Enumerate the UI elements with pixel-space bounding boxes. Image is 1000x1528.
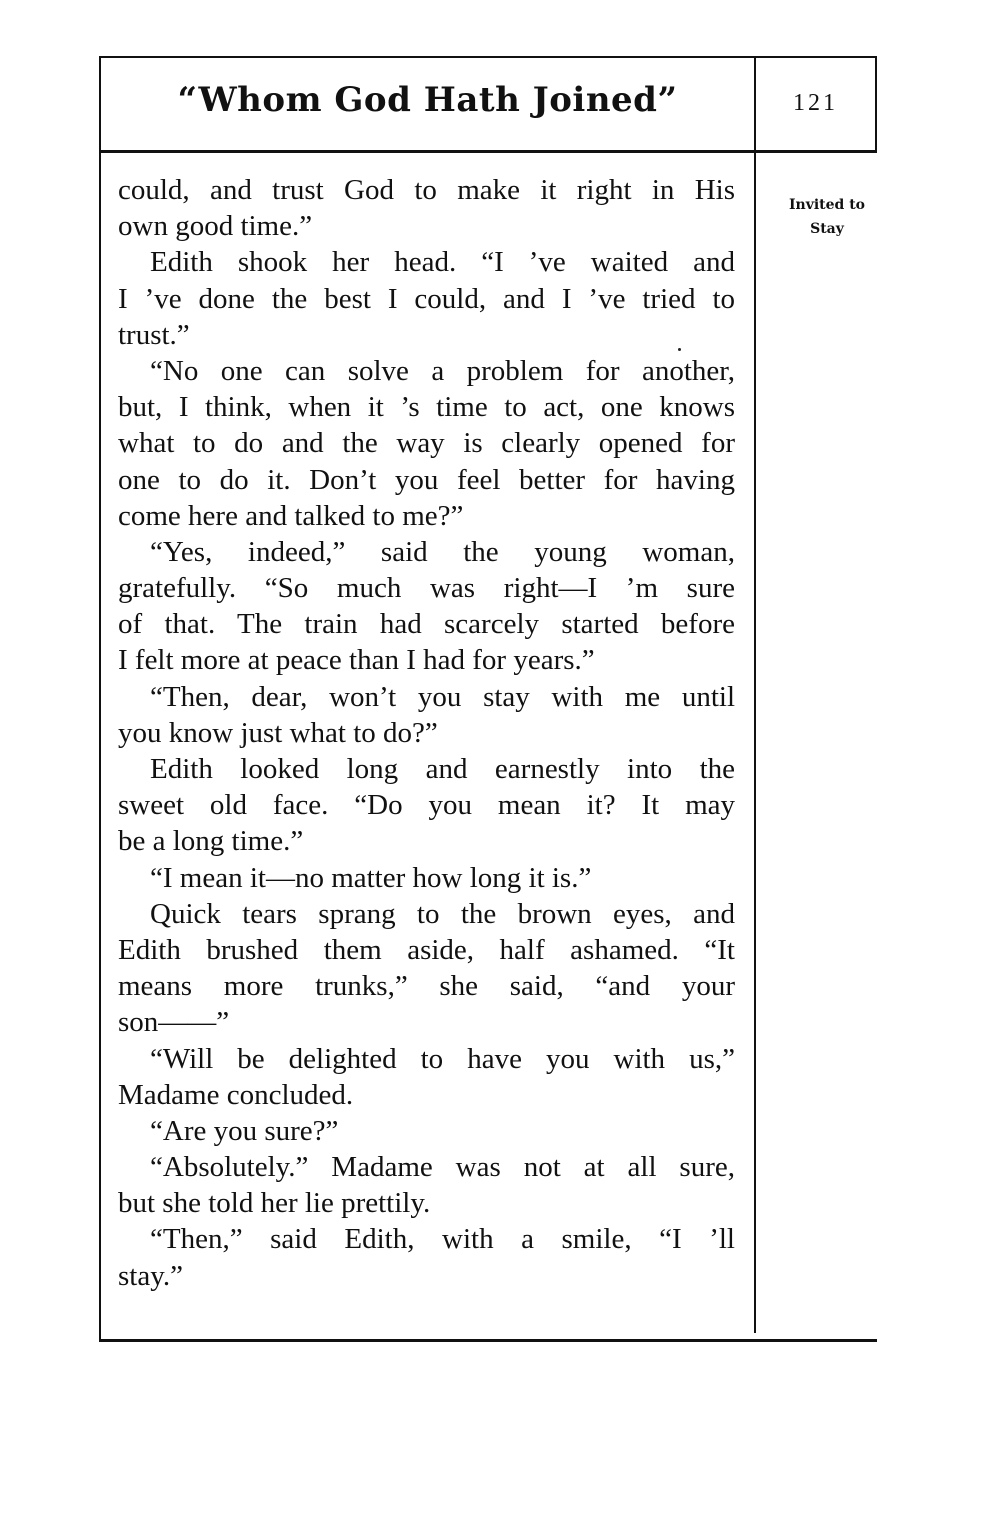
header-rule xyxy=(99,150,877,153)
text-line: “Will be delighted to have you with us,” xyxy=(150,1042,735,1075)
bottom-rule xyxy=(101,1339,877,1342)
text-line: of that. The train had scarcely started before xyxy=(118,608,735,641)
text-line: Madame concluded. xyxy=(118,1078,354,1111)
text-line: “Are you sure?” xyxy=(150,1114,339,1147)
text-line: means more trunks,” she said, “and your xyxy=(118,970,735,1003)
text-line: own good time.” xyxy=(118,210,313,243)
margin-note-line: Stay xyxy=(810,221,844,237)
text-line: be a long time.” xyxy=(118,825,304,858)
frame-right-border xyxy=(875,56,877,152)
text-line: stay.” xyxy=(118,1259,183,1292)
text-line: “Yes, indeed,” said the young woman, xyxy=(150,535,735,568)
text-line: I ’ve done the best I could, and I ’ve tried to xyxy=(118,282,735,315)
running-title: “Whom God Hath Joined” xyxy=(177,80,678,120)
frame-top-border xyxy=(99,56,876,58)
text-line: son——” xyxy=(118,1006,230,1039)
margin-note-line: Invited to xyxy=(788,197,866,213)
text-line: gratefully. “So much was right—I ’m sure xyxy=(118,572,735,605)
text-line: “I mean it—no matter how long it is.” xyxy=(150,861,592,894)
text-line: “Then,” said Edith, with a smile, “I ’ll xyxy=(150,1223,735,1256)
margin-column-divider xyxy=(754,58,756,1333)
text-line: what to do and the way is clearly opened for xyxy=(118,427,735,460)
margin-note xyxy=(772,193,882,241)
text-line: sweet old face. “Do you mean it? It may xyxy=(118,789,735,822)
text-line: trust.” xyxy=(118,318,190,351)
text-line: could, and trust God to make it right in His xyxy=(118,174,735,206)
text-line: Quick tears sprang to the brown eyes, and xyxy=(150,897,735,930)
text-line: Edith brushed them aside, half ashamed. “It xyxy=(118,933,735,966)
text-line: one to do it. Don’t you feel better for having xyxy=(118,463,735,496)
frame-left-border xyxy=(99,56,101,1342)
page-number: 121 xyxy=(793,90,838,116)
text-line: you know just what to do?” xyxy=(118,716,438,749)
text-line: “Then, dear, won’t you stay with me until xyxy=(150,680,735,713)
text-line: but, I think, when it ’s time to act, one knows xyxy=(118,391,735,424)
text-line: “Absolutely.” Madame was not at all sure, xyxy=(150,1151,735,1184)
text-line: come here and talked to me?” xyxy=(118,499,464,532)
text-line: Edith looked long and earnestly into the xyxy=(150,753,735,785)
text-line: Edith shook her head. “I ’ve waited and xyxy=(150,246,735,279)
body-text xyxy=(118,172,735,1294)
text-line: I felt more at peace than I had for years.” xyxy=(118,644,595,677)
text-line: “No one can solve a problem for another, xyxy=(150,354,735,387)
text-line: but she told her lie prettily. xyxy=(118,1187,431,1220)
